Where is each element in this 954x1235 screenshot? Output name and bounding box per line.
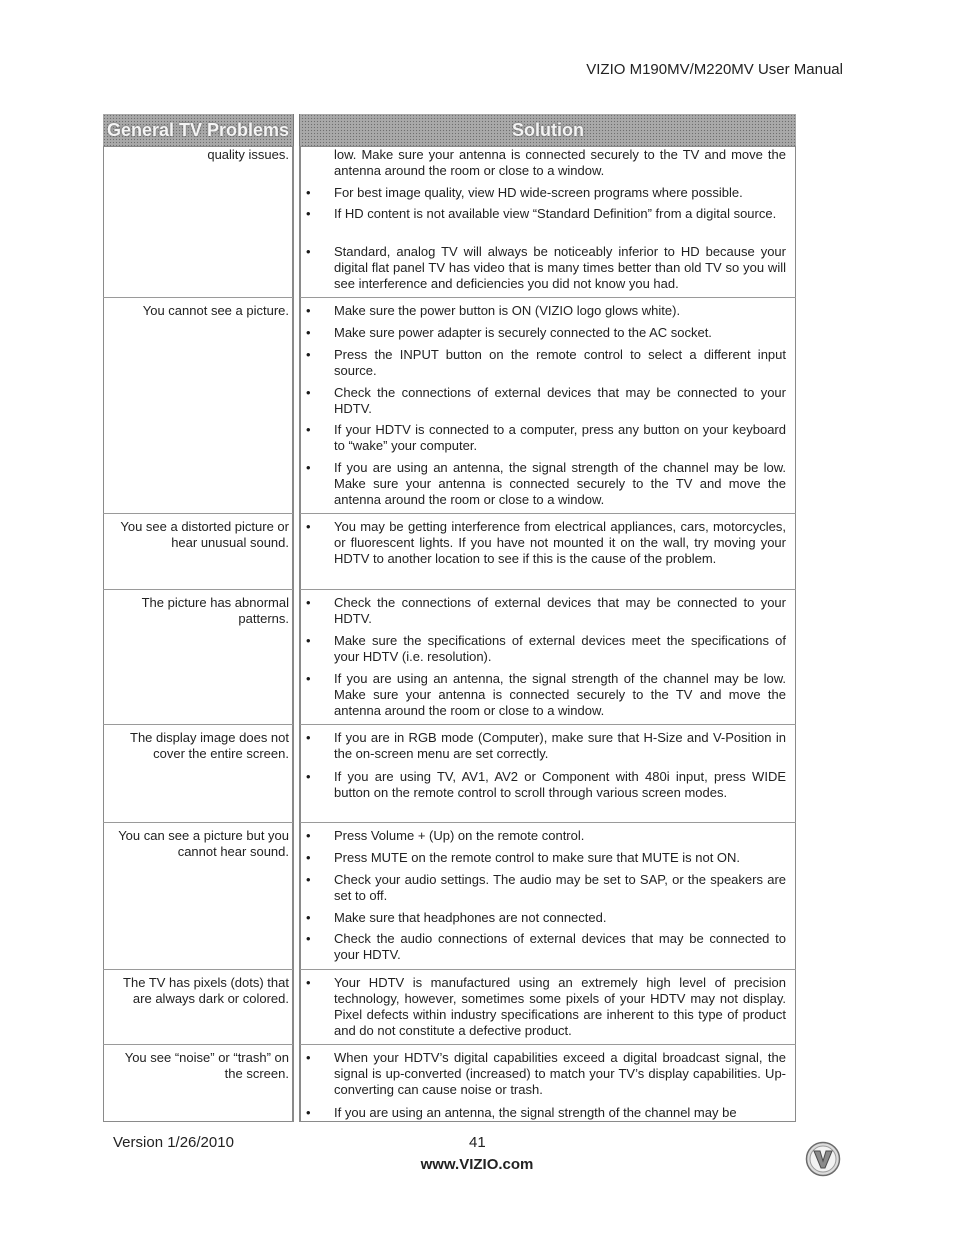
footer-website: www.VIZIO.com bbox=[420, 1156, 534, 1173]
row-separator bbox=[300, 724, 796, 725]
problem-pixels: The TV has pixels (dots) that are always dark or colored. bbox=[123, 975, 289, 1006]
row-separator bbox=[300, 513, 796, 514]
column-divider bbox=[293, 146, 300, 1122]
solution-text: Make sure that headphones are not connected. bbox=[334, 910, 607, 925]
row-separator bbox=[300, 589, 796, 590]
problem-no-sound: You can see a picture but you cannot hear sound. bbox=[118, 828, 289, 859]
bullet-icon: • bbox=[306, 910, 311, 925]
row-separator bbox=[103, 513, 293, 514]
troubleshooting-table bbox=[103, 114, 796, 1122]
bullet-icon: • bbox=[306, 422, 311, 437]
row-separator bbox=[300, 969, 796, 970]
problem-image-coverage: The display image does not cover the entire screen. bbox=[130, 730, 289, 761]
bullet-icon: • bbox=[306, 633, 311, 648]
footer-version: Version 1/26/2010 bbox=[113, 1134, 234, 1151]
bullet-icon: • bbox=[306, 730, 311, 745]
solution-text: When your HDTV’s digital capabilities exceed a digital broadcast signal, the signal is up-converted (increased) to match your TV’s display capabilities. Up-converting can cause noise or trash. bbox=[334, 1050, 786, 1097]
solution-text: If you are using an antenna, the signal strength of the channel may be bbox=[334, 1105, 737, 1120]
bullet-icon: • bbox=[306, 671, 311, 686]
solution-text: Press Volume + (Up) on the remote control. bbox=[334, 828, 585, 843]
row-separator bbox=[300, 297, 796, 298]
solution-text: If HD content is not available view “Standard Definition” from a digital source. bbox=[334, 206, 777, 221]
bullet-icon: • bbox=[306, 519, 311, 534]
solution-text: If you are using an antenna, the signal strength of the channel may be low. Make sure your antenna is connected securely to the TV and move the antenna around the room or close to a window. bbox=[334, 671, 786, 718]
solution-text: Check the connections of external devices that may be connected to your HDTV. bbox=[334, 595, 786, 626]
row-separator bbox=[103, 589, 293, 590]
solution-text: Check the connections of external devices that may be connected to your HDTV. bbox=[334, 385, 786, 416]
bullet-icon: • bbox=[306, 595, 311, 610]
problem-quality-issues: quality issues. bbox=[207, 147, 289, 162]
solution-text: Standard, analog TV will always be noticeably inferior to HD because your digital flat panel TV has video that is many times better than old TV so you will see interference and deficiencies you did not know you had. bbox=[334, 244, 786, 291]
bullet-icon: • bbox=[306, 385, 311, 400]
bullet-icon: • bbox=[306, 1105, 311, 1120]
solution-text: Your HDTV is manufactured using an extremely high level of precision technology, however, sometimes some pixels of your HDTV may not display. Pixel defects within industry specifications are inherent to this type of product and do not constitute a defective product. bbox=[334, 975, 786, 1038]
problem-abnormal-patterns: The picture has abnormal patterns. bbox=[141, 595, 289, 626]
solution-text: If you are in RGB mode (Computer), make sure that H-Size and V-Position in the on-screen menu are set correctly. bbox=[334, 730, 786, 761]
vizio-v-logo-icon bbox=[805, 1141, 841, 1177]
solution-text: Press MUTE on the remote control to make sure that MUTE is not ON. bbox=[334, 850, 741, 865]
bullet-icon: • bbox=[306, 244, 311, 259]
bullet-icon: • bbox=[306, 769, 311, 784]
solution-text: Make sure the specifications of external devices meet the specifications of your HDTV (i.e. resolution). bbox=[334, 633, 786, 664]
solution-text: Check your audio settings. The audio may be set to SAP, or the speakers are set to off. bbox=[334, 872, 786, 903]
solution-text: Make sure the power button is ON (VIZIO logo glows white). bbox=[334, 303, 681, 318]
problem-distorted-picture: You see a distorted picture or hear unusual sound. bbox=[120, 519, 289, 550]
bullet-icon: • bbox=[306, 206, 311, 221]
solution-text: Press the INPUT button on the remote control to select a different input source. bbox=[334, 347, 786, 378]
solution-text: If you are using an antenna, the signal strength of the channel may be low. Make sure your antenna is connected securely to the TV and move the antenna around the room or close to a window. bbox=[334, 460, 786, 507]
solution-text: Make sure power adapter is securely connected to the AC socket. bbox=[334, 325, 712, 340]
column-header-solution: Solution bbox=[512, 119, 584, 140]
row-separator bbox=[300, 1044, 796, 1045]
bullet-icon: • bbox=[306, 1050, 311, 1065]
column-header-problems: General TV Problems bbox=[106, 119, 290, 140]
bullet-icon: • bbox=[306, 185, 311, 200]
page-number: 41 bbox=[469, 1134, 486, 1151]
row-separator bbox=[300, 822, 796, 823]
solution-text: low. Make sure your antenna is connected securely to the TV and move the antenna around the room or close to a window. bbox=[334, 147, 786, 178]
bullet-icon: • bbox=[306, 303, 311, 318]
bullet-icon: • bbox=[306, 850, 311, 865]
bullet-icon: • bbox=[306, 347, 311, 362]
bullet-icon: • bbox=[306, 460, 311, 475]
bullet-icon: • bbox=[306, 325, 311, 340]
solution-text: If you are using TV, AV1, AV2 or Component with 480i input, press WIDE button on the remote control to scroll through various screen modes. bbox=[334, 769, 786, 800]
row-separator bbox=[103, 297, 293, 298]
row-separator bbox=[103, 969, 293, 970]
solution-text: For best image quality, view HD wide-screen programs where possible. bbox=[334, 185, 743, 200]
row-separator bbox=[103, 822, 293, 823]
solution-text: Check the audio connections of external devices that may be connected to your HDTV. bbox=[334, 931, 786, 962]
bullet-icon: • bbox=[306, 931, 311, 946]
bullet-icon: • bbox=[306, 828, 311, 843]
page-header: VIZIO M190MV/M220MV User Manual bbox=[586, 61, 843, 78]
solution-text: If your HDTV is connected to a computer, press any button on your keyboard to “wake” your computer. bbox=[334, 422, 786, 453]
problem-noise-trash: You see “noise” or “trash” on the screen. bbox=[124, 1050, 289, 1081]
problem-no-picture: You cannot see a picture. bbox=[142, 303, 289, 318]
bullet-icon: • bbox=[306, 872, 311, 887]
row-separator bbox=[103, 724, 293, 725]
column-gap-header bbox=[293, 114, 300, 146]
row-separator bbox=[103, 1044, 293, 1045]
solution-text: You may be getting interference from electrical appliances, cars, motorcycles, or fluorescent lights. If you have not mounted it on the wall, try moving your HDTV to another location to see if this is the cause of the problem. bbox=[334, 519, 786, 566]
bullet-icon: • bbox=[306, 975, 311, 990]
